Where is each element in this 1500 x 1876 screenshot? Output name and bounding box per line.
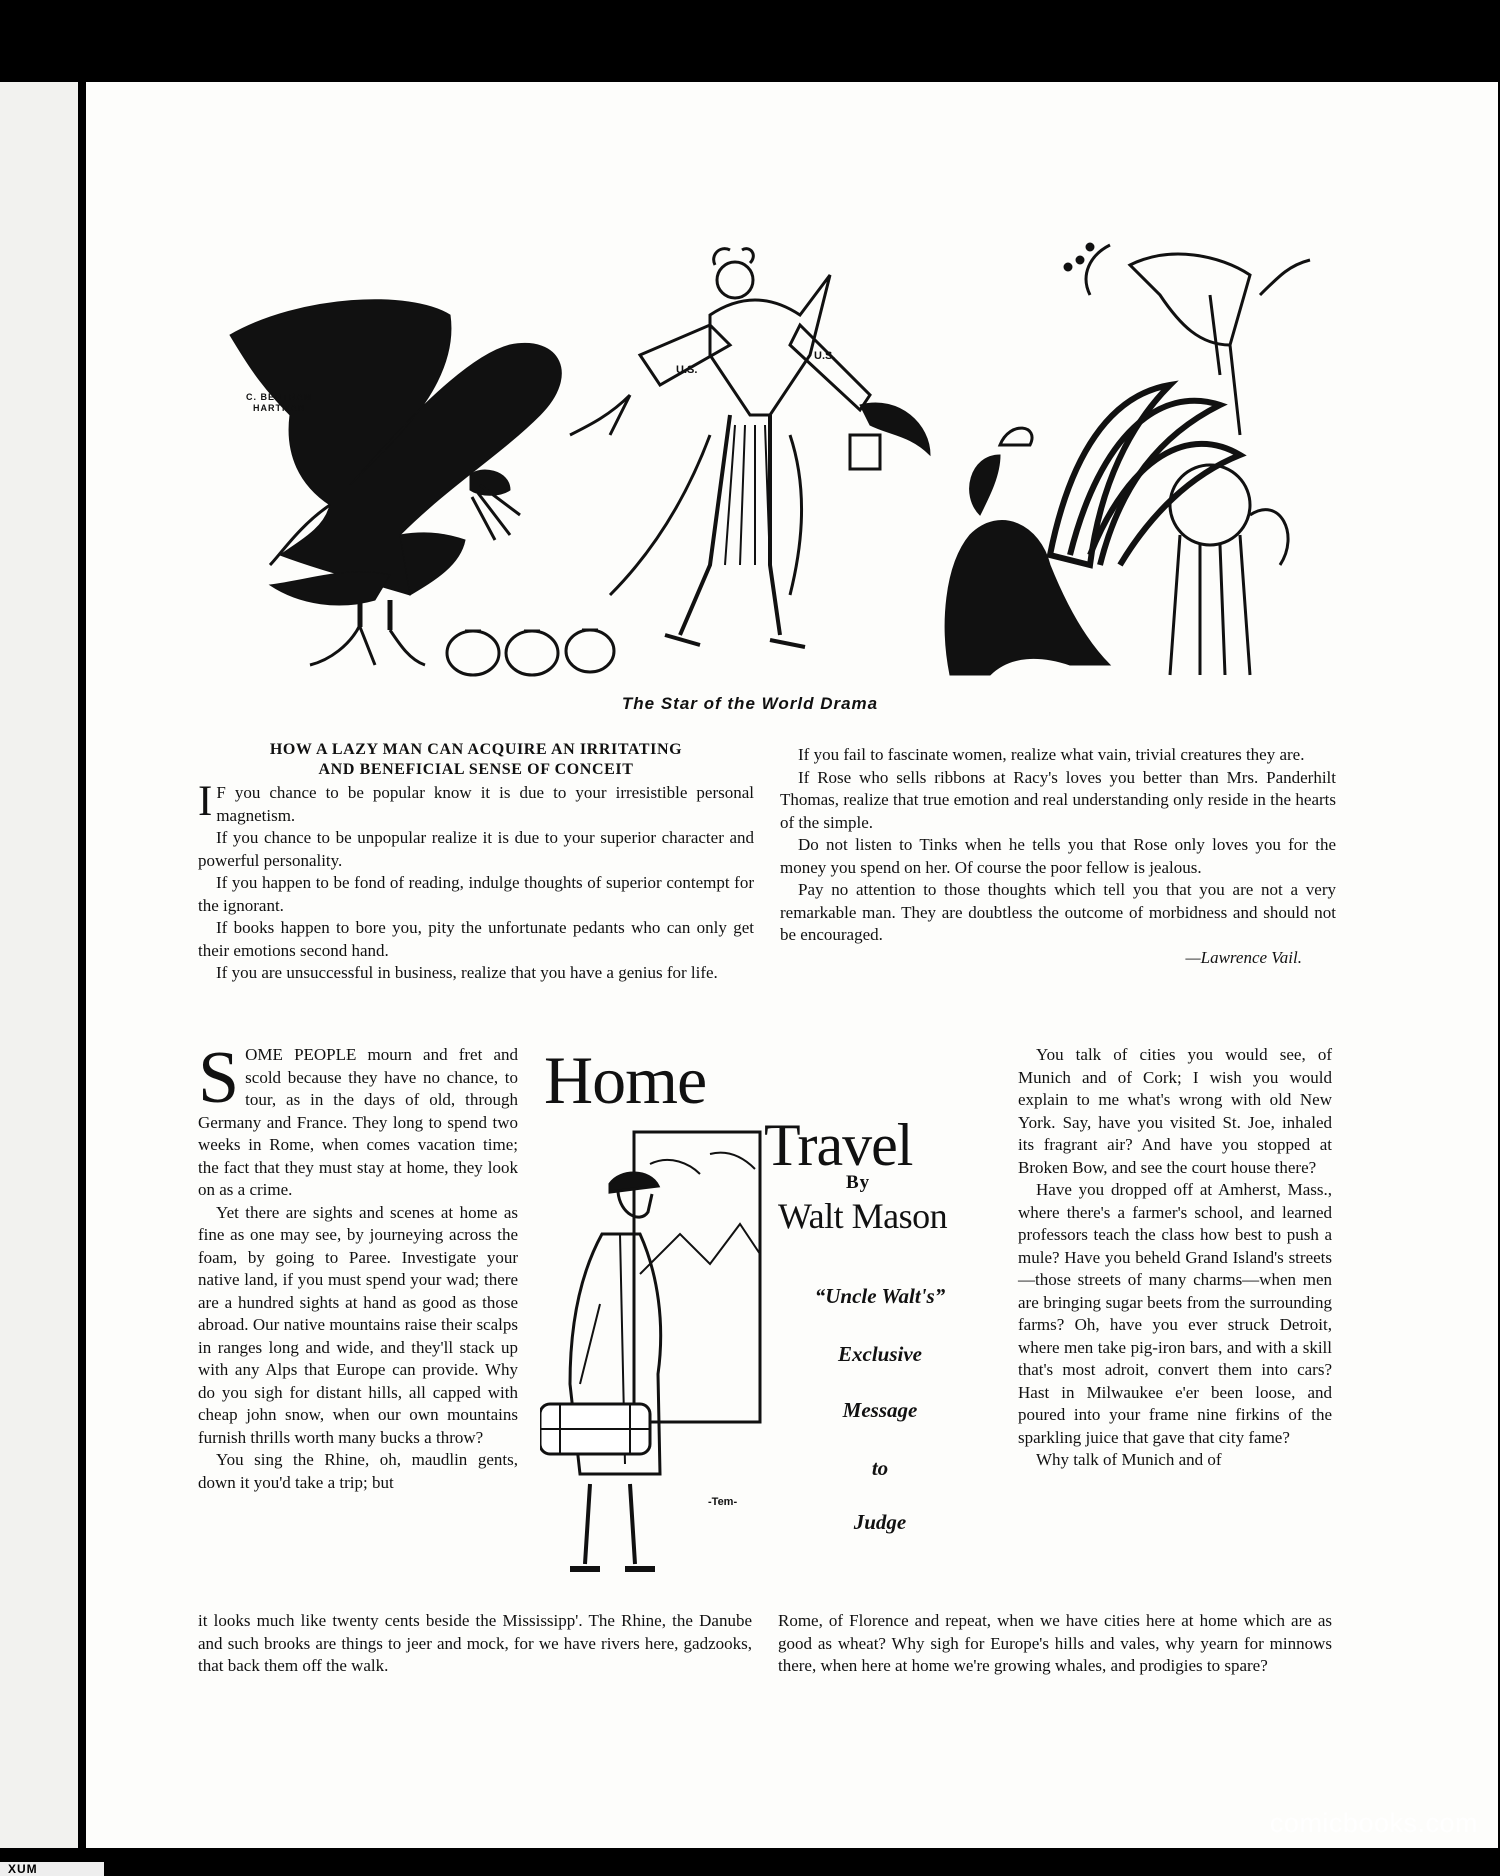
rooster-lion-bear-figures bbox=[945, 243, 1310, 675]
tagline-line-1: “Uncle Walt's” bbox=[814, 1284, 946, 1308]
cartoon-illustration bbox=[210, 235, 1340, 685]
conceit-paragraph-8: Do not listen to Tinks when he tells you that Rose only loves you for the money you spend on her. Of course the poor fellow is jealous. bbox=[780, 835, 1336, 877]
home-travel-right-paragraph-1: You talk of cities you would see, of Munich and of Cork; I wish you would explain to me what's wrong with old New York. Say, have you visited St. Joe, inhaled its fragrant air? And have you stopped at Broken Bow, and see the court house there? bbox=[1018, 1045, 1332, 1177]
conceit-paragraph-3: If you happen to be fond of reading, indulge thoughts of superior contempt for the ignorant. bbox=[198, 873, 754, 915]
conceit-paragraph-1: I F you chance to be popular know it is due to your irresistible personal magnetism. bbox=[198, 778, 754, 825]
tagline-line-3: Message bbox=[842, 1398, 918, 1422]
conceit-heading-line-2: AND BENEFICIAL SENSE OF CONCEIT bbox=[318, 761, 634, 778]
signature-line-2: HARTMAN bbox=[253, 403, 306, 413]
conceit-author-signoff: —Lawrence Vail. bbox=[1185, 947, 1302, 967]
cuff-right-label: U.S. bbox=[814, 350, 836, 362]
cuff-left-label: U.S. bbox=[676, 364, 698, 376]
clouds bbox=[650, 1153, 755, 1174]
cartoonist-signature bbox=[246, 392, 313, 414]
tagline-line-2: Exclusive bbox=[838, 1342, 922, 1366]
conceit-paragraph-9: Pay no attention to those thoughts which tell you that you are not a very remarkable man. They are doubtless the outcome of morbidness and should not be encouraged. bbox=[780, 880, 1336, 944]
legs bbox=[585, 1484, 635, 1564]
article-title-home: Home bbox=[544, 1042, 707, 1118]
cartoon-caption: The Star of the World Drama bbox=[621, 694, 879, 713]
scan-corner-tag: XUM bbox=[0, 1862, 104, 1876]
site-watermark: comicbooks.com bbox=[1269, 1808, 1478, 1838]
conceit-paragraph-4: If books happen to bore you, pity the unfortunate pedants who can only get their emotions second hand. bbox=[198, 918, 754, 960]
uncle-sam-figure bbox=[570, 249, 930, 647]
cap bbox=[610, 1173, 658, 1192]
home-travel-right-paragraph-3: Why talk of Munich and of bbox=[1036, 1450, 1222, 1469]
home-travel-bottom-right-text: Rome, of Florence and repeat, when we have cities here at home which are as good as wheat? Why sigh for Europe's hills and vales, why yearn for minnows there, when here at home we're growing whales, and prodigies to spare? bbox=[778, 1611, 1332, 1675]
home-travel-left-column bbox=[198, 1037, 518, 1494]
home-travel-left-paragraph-1: SOME PEOPLE mourn and fret and scold because they have no chance, to tour, as in the days of old, through Germany and France. They long to spend two weeks in Rome, when comes vacation time; the fact that they must stay at home, they look on as a crime. bbox=[198, 1037, 518, 1199]
tagline-line-4: to bbox=[871, 1456, 889, 1480]
tagline-line-5: Judge bbox=[853, 1510, 907, 1534]
previous-page-edge bbox=[0, 82, 78, 1848]
home-travel-right-column bbox=[1018, 1044, 1332, 1472]
scan-bottom-border bbox=[0, 1848, 1500, 1876]
conceit-article-right-column bbox=[780, 744, 1336, 969]
home-travel-left-paragraph-2: Yet there are sights and scenes at home as fine as one may see, by journeying across the foam, by going to Paree. Investigate your native land, if you must spend your wad; there are a hundred sights at hand as good as those abroad. Our native mountains raise their scalps in ranges long and wide, and they'll stack up with any Alps that Europe can provide. Why do you sigh for distant hills, all capped with cheap john snow, when our own mountains furnish thrills worth many bucks a throw? bbox=[198, 1202, 518, 1447]
money-bags bbox=[447, 630, 614, 675]
home-travel-bottom-left-text: it looks much like twenty cents beside the Mississipp'. The Rhine, the Danube and such brooks are things to jeer and mock, for we have rivers here, gadzooks, that back them off the walk. bbox=[198, 1611, 752, 1675]
conceit-paragraph-6: If you fail to fascinate women, realize what vain, trivial creatures they are. bbox=[798, 745, 1305, 764]
byline-author: Walt Mason bbox=[778, 1196, 948, 1236]
illustrator-signature: -Tem- bbox=[708, 1496, 738, 1508]
conceit-paragraph-7: If Rose who sells ribbons at Racy's loves you better than Mrs. Panderhilt Thomas, realize that true emotion and real understanding only reside in the hearts of the simple. bbox=[780, 767, 1336, 832]
home-travel-left-paragraph-3: You sing the Rhine, oh, maudlin gents, down it you'd take a trip; but bbox=[198, 1450, 518, 1492]
byline-by: By bbox=[846, 1172, 871, 1193]
page-spine bbox=[78, 82, 86, 1848]
drop-cap-i: I bbox=[198, 778, 213, 825]
mountains bbox=[640, 1224, 760, 1274]
eagle-figure bbox=[230, 300, 561, 665]
conceit-heading bbox=[198, 740, 754, 780]
conceit-article-left-column bbox=[198, 740, 754, 985]
conceit-paragraph-2: If you chance to be unpopular realize it is due to your superior character and powerful personality. bbox=[198, 828, 754, 870]
article-title-travel: Travel bbox=[764, 1112, 913, 1178]
signature-line-1: C. BERTRAM bbox=[246, 392, 313, 402]
home-travel-right-paragraph-2: Have you dropped off at Amherst, Mass., where there's a farmer's school, and learned professors teach the class how best to push a mule? Have you beheld Grand Island's streets—those streets of many charms—when men are bringing sugar beets from the surrounding farms? Oh, have you ever struck Detroit, where men take pig-iron bars, and with a skill that's most adroit, convert them into cars? Hast in Milwaukee e'er been loose, and poured into your frame nine firkins of the sparkling juice that gave that city fame? bbox=[1018, 1180, 1332, 1447]
conceit-heading-line-1: HOW A LAZY MAN CAN ACQUIRE AN IRRITATING bbox=[269, 741, 683, 758]
traveler-illustration bbox=[540, 1124, 770, 1584]
conceit-paragraph-5: If you are unsuccessful in business, realize that you have a genius for life. bbox=[216, 963, 718, 982]
drop-cap-s: S bbox=[198, 1037, 240, 1119]
